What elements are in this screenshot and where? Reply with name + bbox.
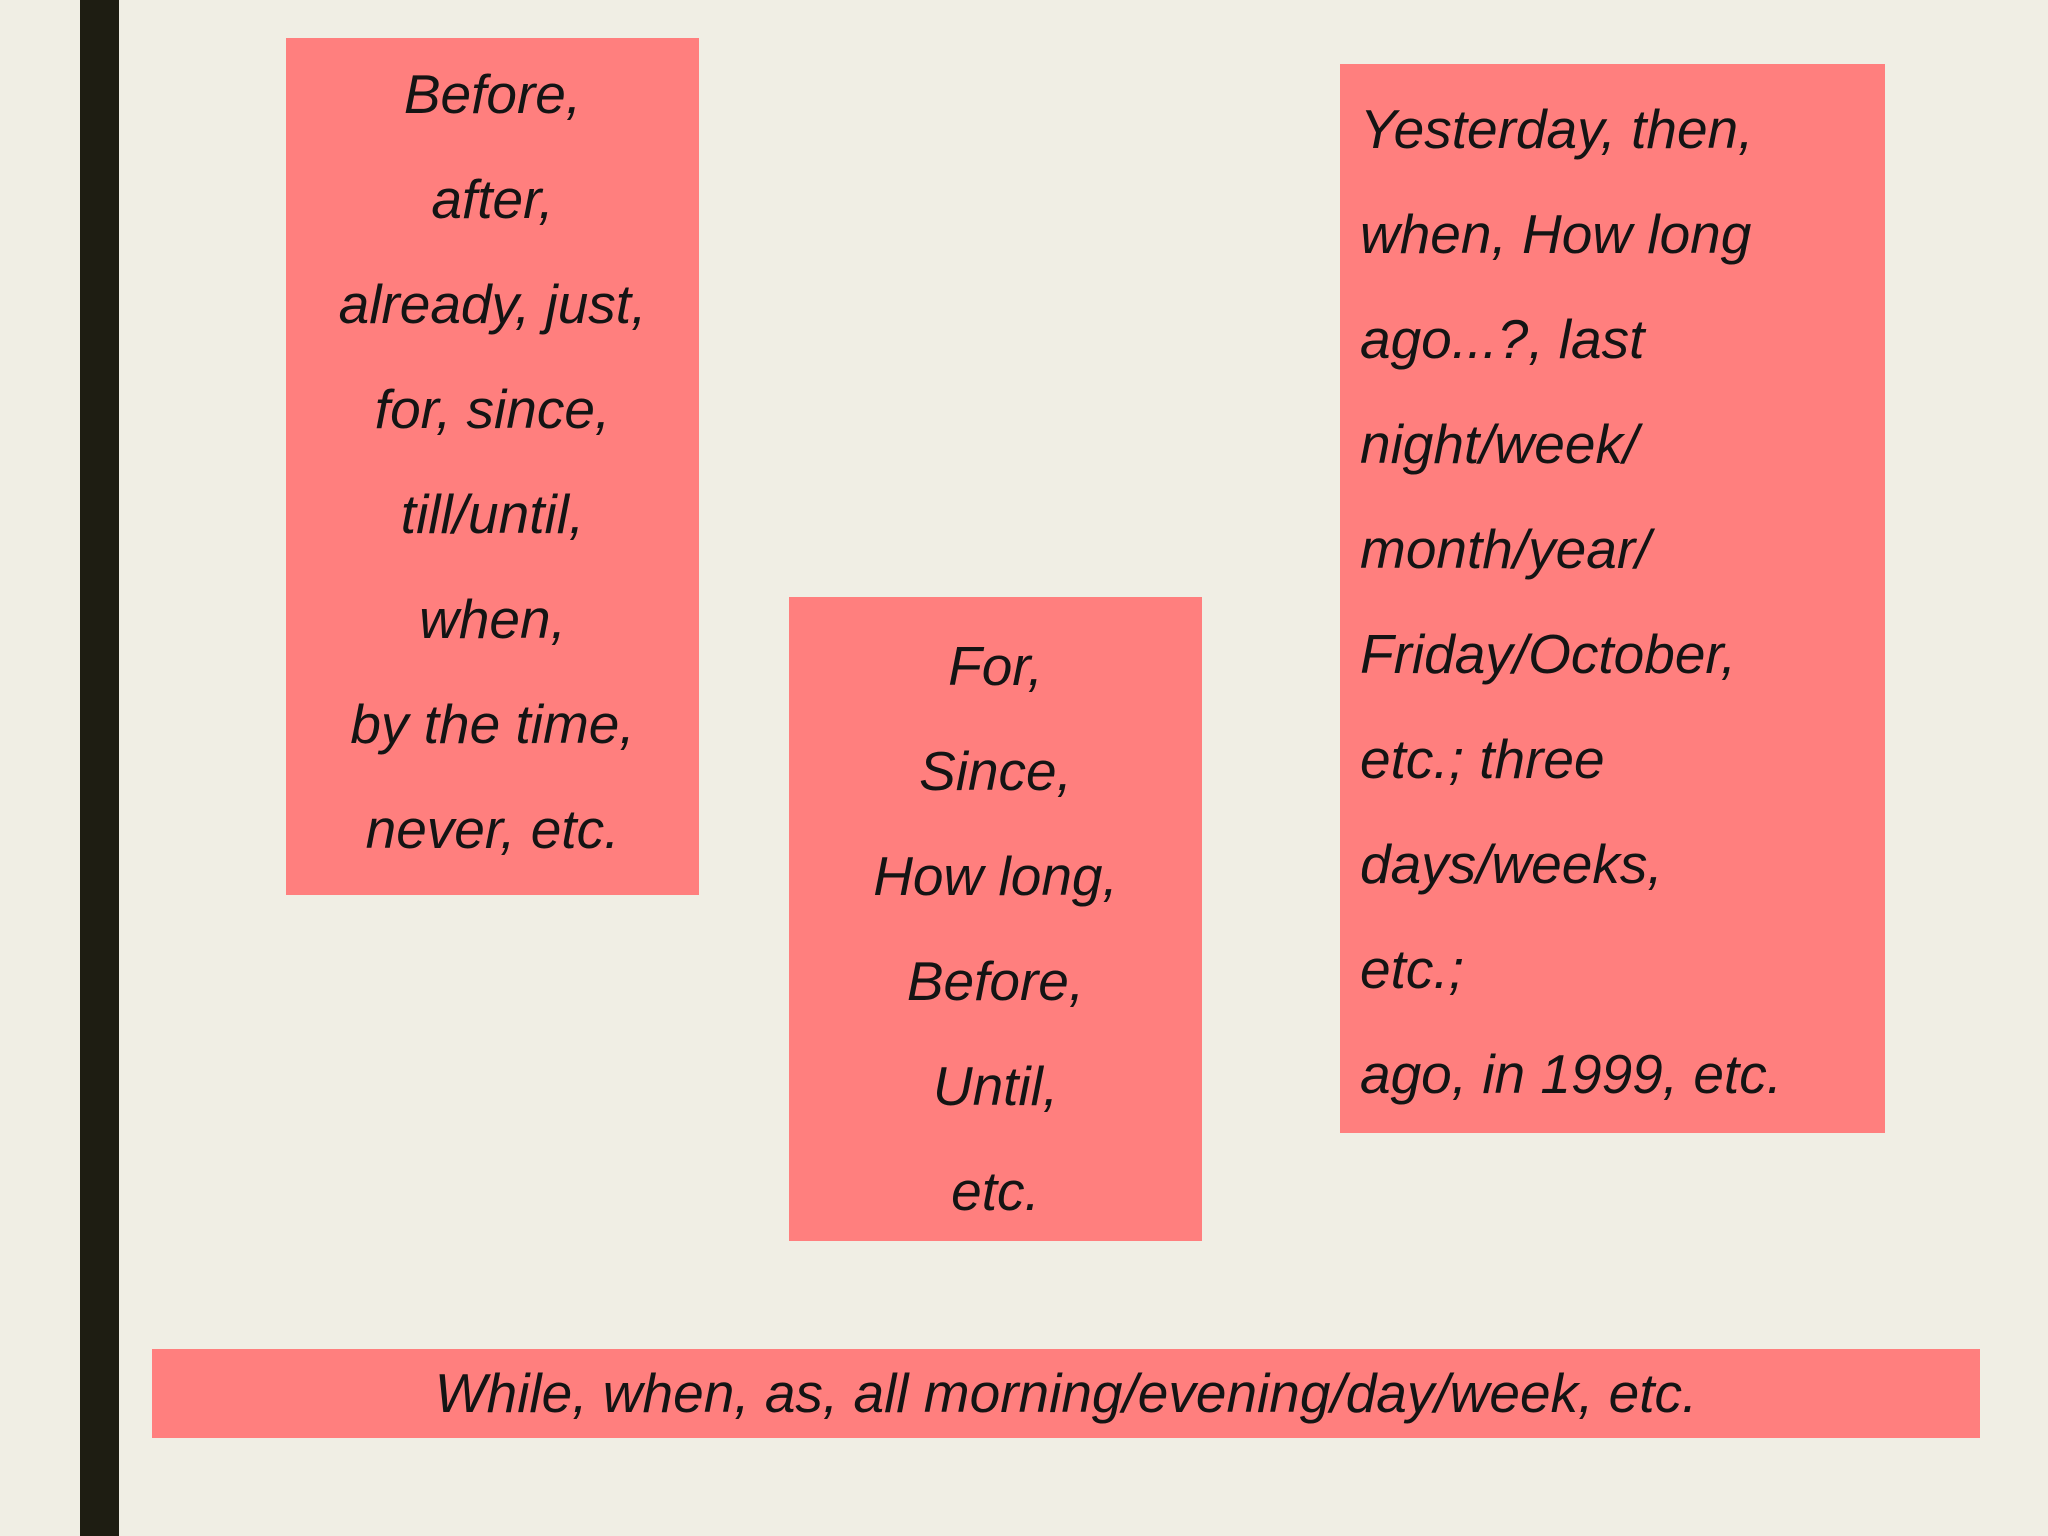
box-line: Yesterday, then, [1360,98,1754,160]
box-line: Before, [403,63,582,125]
box-line: etc. [951,1160,1040,1222]
box-line: Friday/October, [1360,623,1736,685]
box-line: While, when, as, all morning/evening/day/week, etc. [434,1362,1698,1424]
box-line: month/year/ [1360,518,1651,580]
box-line: when, [419,588,566,650]
accent-bar [80,0,119,1536]
time-expressions-box-present-perfect [286,38,699,895]
box-line: by the time, [350,693,635,755]
time-expressions-box-past-simple [1340,64,1885,1133]
box-line: ago...?, last [1360,308,1645,370]
box-line: For, [948,635,1043,697]
box-line: Before, [906,950,1085,1012]
box-line: Until, [932,1055,1059,1117]
box-line: never, etc. [365,798,620,860]
box-line: till/until, [400,483,585,545]
box-line: for, since, [374,378,611,440]
box-line: already, just, [338,273,647,335]
box-line: when, How long [1360,203,1752,265]
box-line: etc.; [1360,938,1464,1000]
box-line: after, [431,168,554,230]
box-line: etc.; three [1360,728,1605,790]
time-expressions-box-continuous [152,1349,1980,1438]
box-line: night/week/ [1360,413,1639,475]
box-line: Since, [919,740,1072,802]
time-expressions-box-perfect-continuous [789,597,1202,1241]
box-line: days/weeks, [1360,833,1663,895]
box-line: ago, in 1999, etc. [1360,1043,1782,1105]
box-line: How long, [873,845,1118,907]
